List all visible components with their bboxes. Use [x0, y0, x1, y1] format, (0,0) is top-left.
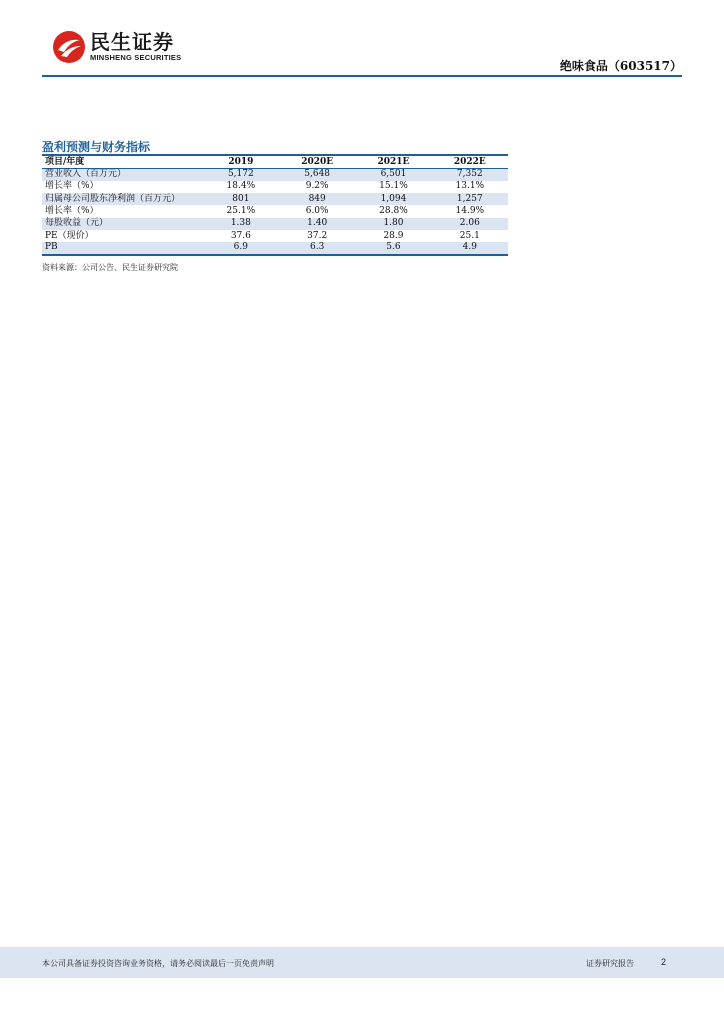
column-header: 2021E: [355, 155, 431, 169]
logo-chinese-name: 民生证券: [90, 30, 174, 54]
table-header-row: [42, 155, 508, 169]
table-row: [42, 242, 508, 254]
column-header: 2022E: [432, 155, 508, 169]
table-cell: 801: [203, 193, 279, 205]
table-cell: 28.8%: [379, 206, 408, 217]
table-cell: 6.9: [203, 242, 279, 254]
table-cell: 25.1: [459, 230, 480, 241]
table-cell: 1.38: [203, 218, 279, 230]
table-cell: 6.0%: [305, 206, 329, 217]
table-cell: 5,172: [203, 169, 279, 181]
logo-english-name: MINSHENG SECURITIES: [90, 53, 182, 62]
table-cell: 37.2: [307, 230, 328, 241]
company-logo: [52, 30, 181, 64]
minsheng-logo-icon: [52, 30, 86, 64]
table-cell: 1,257: [432, 193, 508, 205]
footer-disclaimer: 本公司具备证券投资咨询业务资格，请务必阅读最后一页免责声明: [42, 959, 274, 968]
row-label: 增长率（%）: [45, 206, 99, 217]
page-footer: [0, 947, 724, 978]
table-cell: 9.2%: [305, 181, 329, 192]
table-cell: 6,501: [355, 169, 431, 181]
table-cell: 1.80: [355, 218, 431, 230]
table-row: [42, 169, 508, 181]
column-header: 2020E: [279, 155, 355, 169]
table-row: [42, 218, 508, 230]
report-title: 绝味食品（603517）: [559, 59, 682, 73]
table-cell: 37.6: [230, 230, 251, 241]
column-header: 2019: [203, 155, 279, 169]
table-cell: 849: [279, 193, 355, 205]
header-divider: [42, 75, 682, 77]
table-cell: 5,648: [279, 169, 355, 181]
section-title: 盈利预测与财务指标: [42, 140, 151, 154]
column-header: 项目/年度: [42, 155, 203, 169]
row-label: 增长率（%）: [45, 181, 99, 192]
table-row: [42, 181, 508, 193]
table-cell: 4.9: [432, 242, 508, 254]
table-cell: 14.9%: [455, 206, 485, 217]
row-label: PB: [42, 242, 203, 254]
table-cell: 18.4%: [226, 181, 256, 192]
table-cell: 13.1%: [455, 181, 485, 192]
row-label: 每股收益（元）: [42, 218, 203, 230]
table-row: [42, 205, 508, 217]
table-cell: 15.1%: [379, 181, 408, 192]
footer-report-type: 证券研究报告: [586, 959, 634, 968]
financial-forecast-table: [42, 154, 508, 256]
table-cell: 7,352: [432, 169, 508, 181]
page-number: 2: [660, 957, 666, 967]
row-label: 营业收入（百万元）: [42, 169, 203, 181]
table-cell: 5.6: [355, 242, 431, 254]
table-row: [42, 230, 508, 242]
table-cell: 6.3: [279, 242, 355, 254]
table-row: [42, 193, 508, 205]
table-cell: 2.06: [432, 218, 508, 230]
row-label: 归属母公司股东净利润（百万元）: [42, 193, 203, 205]
table-cell: 1.40: [279, 218, 355, 230]
row-label: PE（现价）: [45, 230, 94, 241]
table-cell: 28.9: [383, 230, 404, 241]
data-source-note: 资料来源：公司公告、民生证券研究院: [42, 263, 178, 272]
table-cell: 25.1%: [226, 206, 256, 217]
table-cell: 1,094: [355, 193, 431, 205]
